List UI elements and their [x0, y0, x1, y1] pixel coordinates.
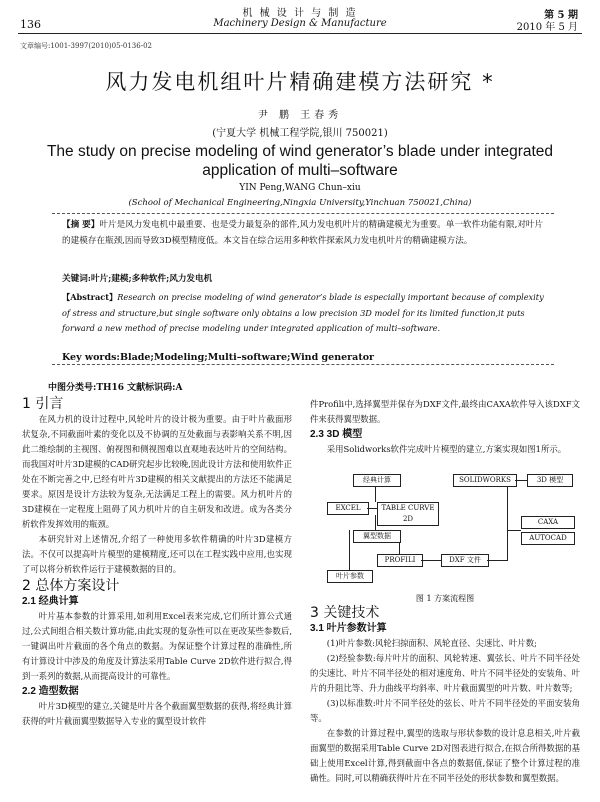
journal-name-cn: 机 械 设 计 与 制 造 — [242, 8, 358, 19]
header-rule — [18, 33, 582, 34]
section-2-1-title: 2.1 经典计算 — [22, 596, 79, 607]
section-2-2-para: 叶片3D模型的建立,关键是叶片各个截面翼型数据的获得,将经典计算获得的叶片截面翼型数据导入专业的翼型设计软件 — [22, 701, 292, 726]
left-column — [22, 397, 292, 729]
section-3-1-para: 在参数的计算过程中,翼型的选取与形状参数的设计息息相关,叶片截面翼型的数据采用Table Curve 2D对图表进行拟合,在拟合所得数据的基础上使用Excel计算,得到截面中各点的数据值,保证了整个计算过程的准确性。同时,可以精确获得叶片在不同半径处的形状参数和翼型数据。 — [310, 728, 580, 783]
keywords-en-text: Blade;Modeling;Multi–software;Wind generator — [119, 352, 375, 363]
figure-1-flowchart — [325, 470, 580, 590]
box-caxa: CAXA — [521, 516, 575, 529]
abstract-en-text: Research on precise modeling of wind generator’s blade is especially important because of complexity of stress and structure,but single software only obtains a low precision 3D model for its limited function,it puts forward a new method of precise modeling under integrated application of multi–software. — [62, 292, 544, 333]
section-2-2-title: 2.2 造型数据 — [22, 686, 79, 697]
section-3-1-item-2: (2)经验参数:每片叶片的面积、风轮转速、翼弦长、叶片不同半径处的尖速比、叶片不同半径处的相对速度角、叶片不同半径处的安装角、叶片的升阻比等、升力曲线平均斜率、叶片截面翼型的叶片数、叶片数等; — [310, 653, 580, 693]
title-en: The study on precise modeling of wind generator’s blade under integrated application of multi–software — [46, 143, 554, 179]
article-number: 文章编号:1001-3997(2010)05-0136-02 — [20, 42, 152, 50]
arrow-profili-dxf — [421, 560, 441, 561]
issue-number: 第 5 期 — [544, 10, 578, 21]
section-2-1-para: 叶片基本参数的计算采用,如利用Excel表来完成,它们所计算公式通过,公式间组合相关数计算功能,由此实现的复杂性可以在更改某些参数后,一键调出叶片截面的各个角点的数据。为保证整个计算过程的准确性,所有计算设计中涉及的角度及计算法采用Table Curve 2D软件进行拟合,得到一系列的数据,从而提高设计的可靠性。 — [22, 611, 292, 681]
journal-name-en: Machinery Design & Manufacture — [213, 18, 387, 29]
section-3-1-title: 3.1 叶片参数计算 — [310, 623, 387, 634]
right-column-bottom — [310, 606, 580, 786]
abstract-en — [62, 290, 548, 337]
section-1-para-2: 本研究针对上述情况,介绍了一种使用多软件精确的叶片3D建模方法。不仅可以提高叶片模型的建模精度,还可以在工程实践中应用,也实现了可以将分析软件运行于建模数据的目的。 — [22, 534, 292, 574]
keywords-en-label: Key words: — [62, 352, 120, 363]
box-excel: EXCEL — [327, 502, 369, 515]
box-dxf: DXF 文件 — [441, 554, 489, 567]
arrow-excel-tc — [367, 508, 377, 509]
section-3-1-item-1: (1)叶片参数:风轮扫掠面积、风轮直径、尖速比、叶片数; — [326, 638, 537, 648]
figure-1-caption: 图 1 方案流程图 — [415, 594, 475, 603]
box-profili: PROFILI — [377, 554, 423, 567]
box-airfoil-data: 翼型数据 — [353, 530, 401, 543]
box-3d-model: 3D 模型 — [527, 474, 573, 487]
authors-cn: 尹 鹏 王春秀 — [257, 110, 343, 121]
section-3-1-item-3: (3)以标准数:叶片不同半径处的弦长、叶片不同半径处的平面安装角等。 — [310, 698, 580, 723]
section-2-3-para: 采用Solidworks软件完成叶片模型的建立,方案实现如图1所示。 — [326, 444, 567, 454]
section-2-title: 2 总体方案设计 — [22, 578, 120, 594]
section-1-para-1: 在风力机的设计过程中,风轮叶片的设计极为重要。由于叶片截面形状复杂,不同截面叶素的变化以及不协调的互处截面与表影响关系不明,因此二维绘制的主视图、俯视图和侧视图难以直观地表达叶片的空间结构。而我国对叶片3D建模的CAD研究起步比较晚,因此设计方法和使用软件正处在不断完善之中,已经有叶片3D建模的相关文献提出的方法还不能满足要求。原因是设计方法较为复杂,无法满足工程上的需要。风力机叶片的3D建模在一定程度上阻碍了风力机叶片的自主研发和改进。成为各类分析软件发挥效用的瓶颈。 — [22, 414, 292, 529]
keywords-cn-label: 关键词: — [62, 274, 91, 284]
arrow-calc-down — [375, 487, 376, 502]
arrow-up-to-solidworks — [507, 487, 508, 561]
section-2-2-continued: 件Profili中,选择翼型并保存为DXF文件,最终由CAXA软件导入该DXF文件来获得翼型数据。 — [310, 399, 580, 424]
arrow-to-airfoil — [375, 515, 376, 530]
box-classic-calc: 经典计算 — [353, 474, 401, 487]
abstract-cn-text: 叶片是风力发电机中最重要、也是受力最复杂的部件,风力发电机叶片的精确建模尤为重要。单一软件功能有限,对叶片的建模存在瓶颈,因而导致3D模型精度低。本文旨在综合运用多种软件探索风力发电机叶片的精确建模方法。 — [62, 220, 544, 246]
arrow-to-profili — [399, 543, 400, 554]
issue-date: 2010 年 5 月 — [516, 22, 578, 33]
box-table-curve: TABLE CURVE 2D — [377, 502, 439, 526]
title-cn: 风力发电机组叶片精确建模方法研究 * — [105, 70, 495, 94]
arrow-params-up — [349, 530, 350, 570]
affiliation-cn: (宁夏大学 机械工程学院,银川 750021) — [212, 128, 388, 139]
page-number: 136 — [20, 18, 41, 31]
section-2-3-title: 2.3 3D 模型 — [310, 429, 363, 440]
arrow-sw-3d — [515, 480, 527, 481]
box-solidworks: SOLIDWORKS — [453, 474, 517, 487]
arrow-to-caxa — [507, 530, 521, 531]
keywords-en — [62, 350, 548, 366]
affiliation-en: (School of Mechanical Engineering,Ningxia University,Yinchuan 750021,China) — [128, 198, 472, 208]
keywords-cn-text: 叶片;建模;多种软件;风力发电机 — [90, 274, 213, 284]
classification: 中图分类号:TH16 文献标识码:A — [48, 383, 183, 393]
authors-en: YIN Peng,WANG Chun–xiu — [239, 183, 361, 193]
abstract-cn-label: 【摘 要】 — [62, 220, 100, 230]
box-autocad: AUTOCAD — [521, 532, 575, 545]
section-1-title: 1 引言 — [22, 396, 64, 412]
abstract-en-label: 【Abstract】 — [62, 292, 118, 302]
right-column-top — [310, 397, 580, 457]
box-blade-params: 叶片参数 — [327, 570, 373, 583]
arrow-dxf-right — [487, 560, 507, 561]
section-3-title: 3 关键技术 — [310, 605, 380, 621]
keywords-cn — [62, 272, 548, 288]
abstract-cn — [62, 218, 548, 249]
